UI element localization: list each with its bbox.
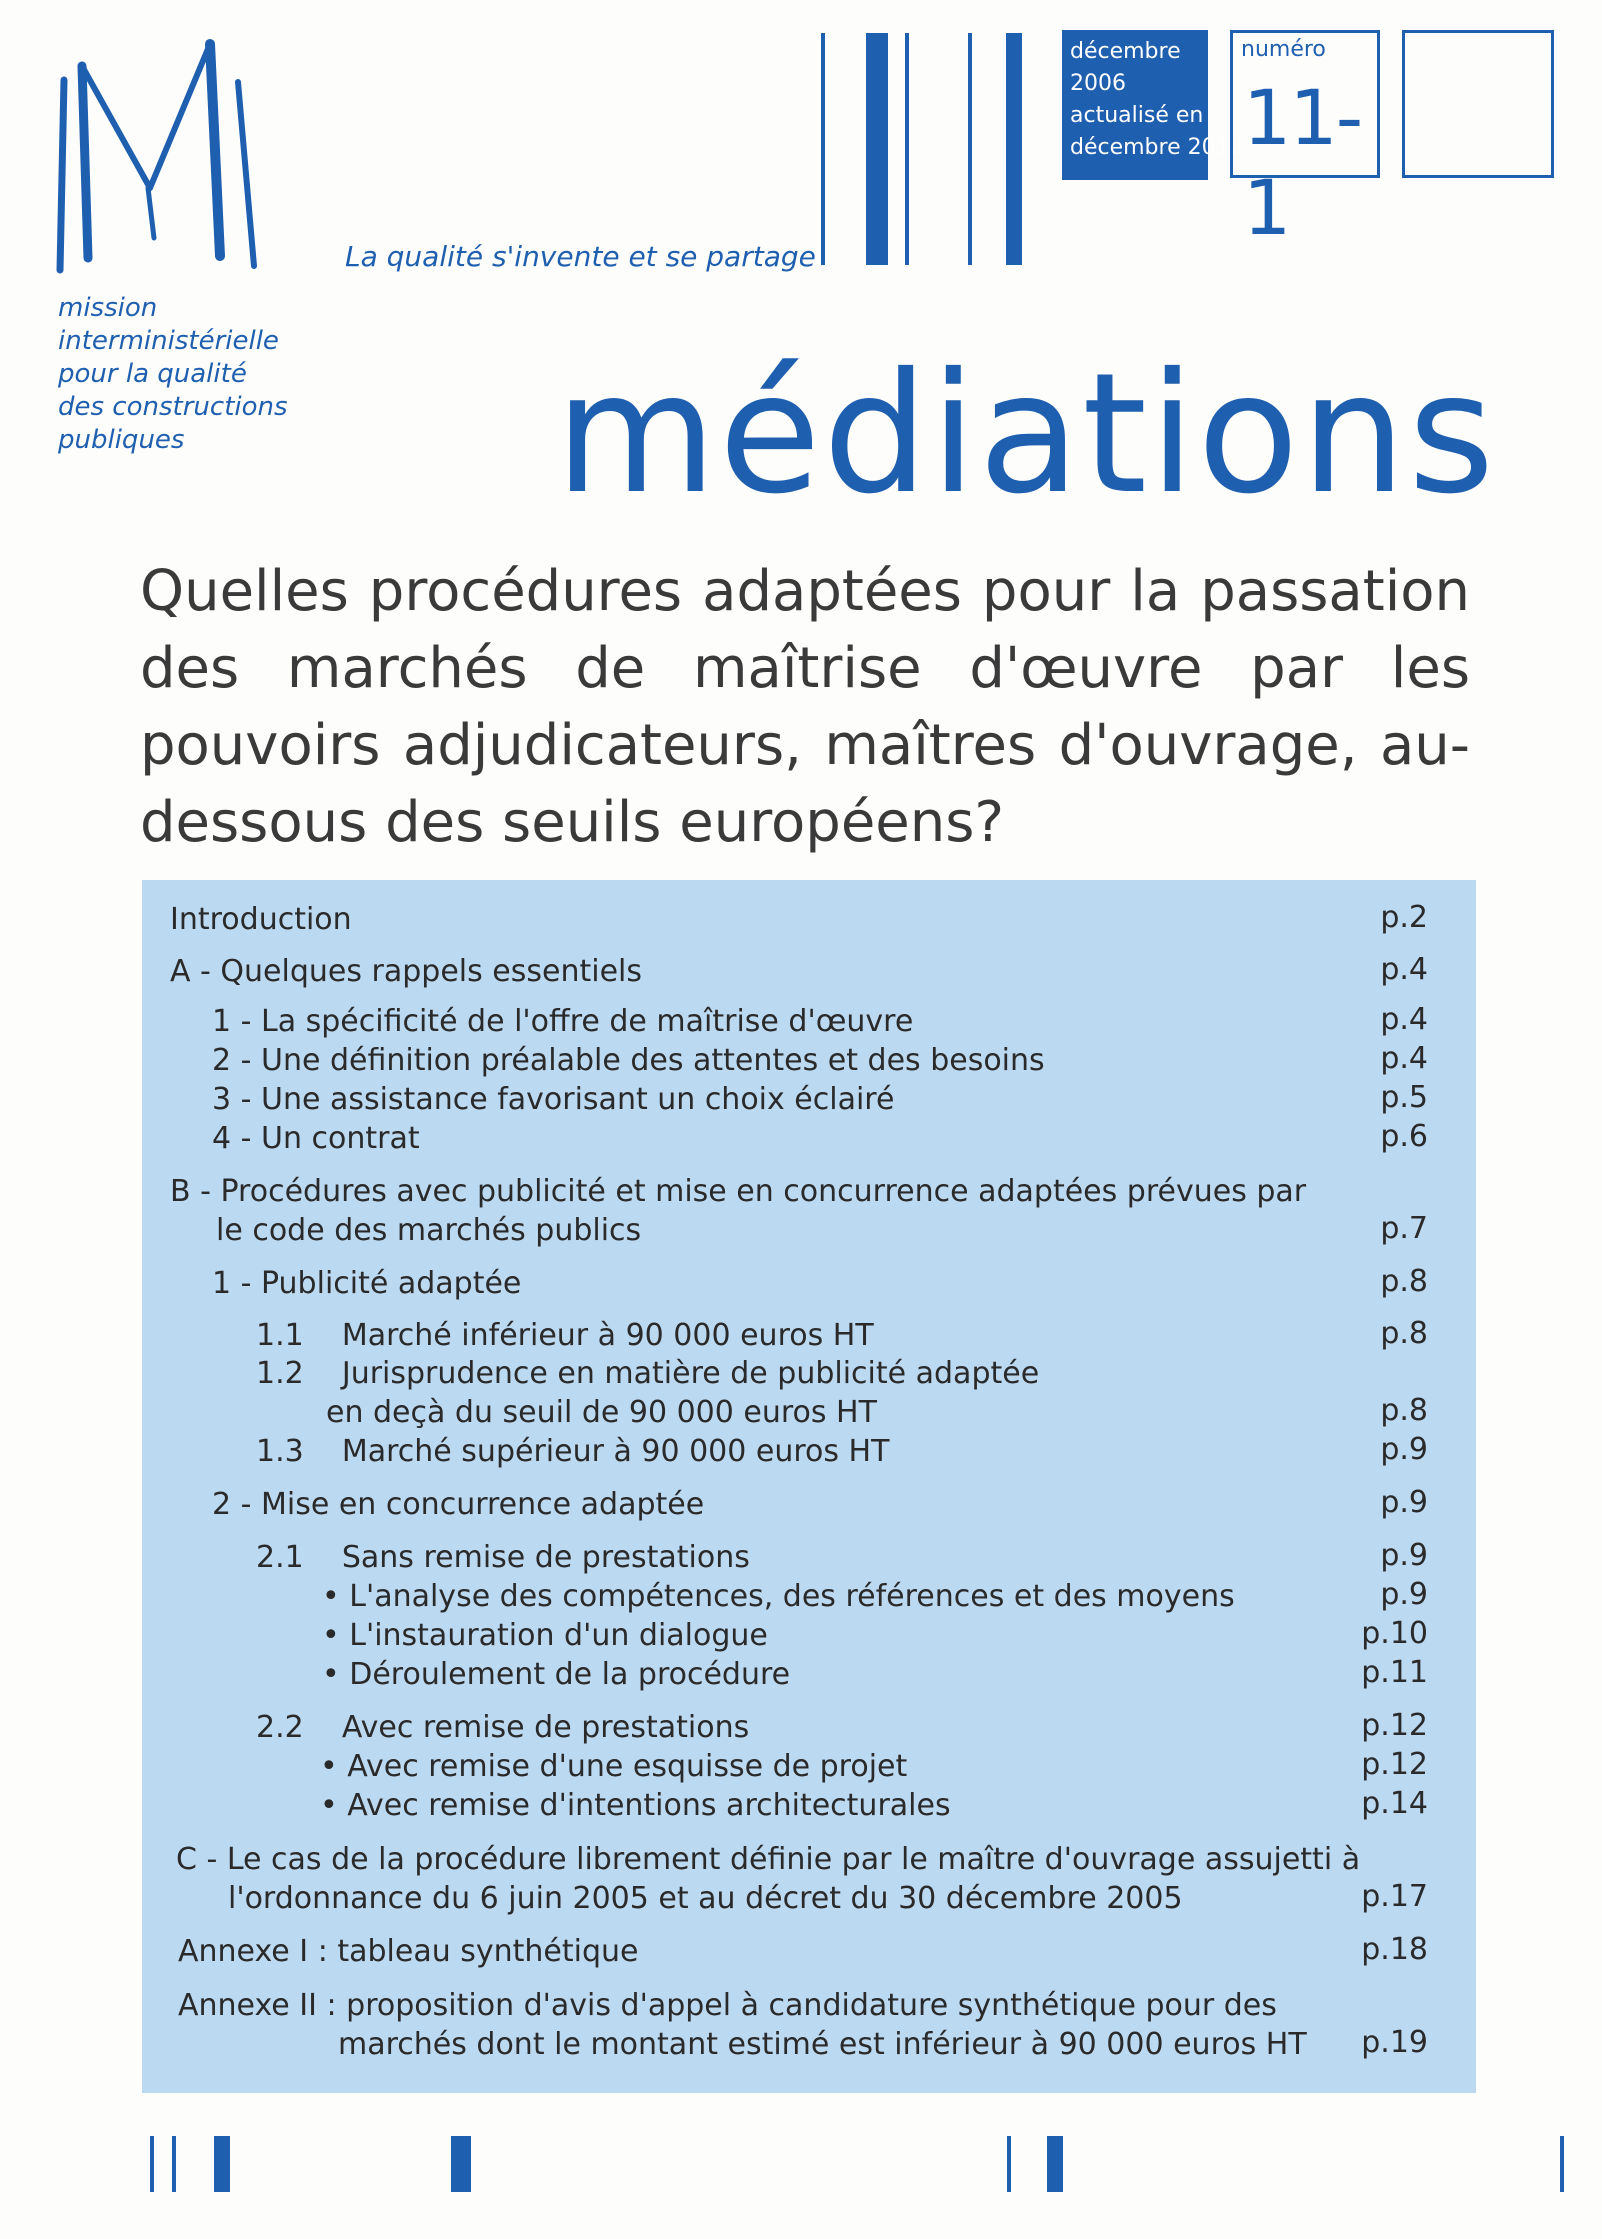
header-bar	[968, 33, 972, 265]
toc-entry-text: 3 - Une assistance favorisant un choix éclairé	[212, 1082, 895, 1117]
footer-bar	[1560, 2136, 1564, 2192]
date-box	[1062, 30, 1244, 180]
document-subtitle: Quelles procédures adaptées pour la passation des marchés de maîtrise d'œuvre par les pouvoirs adjudicateurs, maîtres d'ouvrage, au-dessous des seuils européens?	[140, 559, 1470, 855]
toc-entry-text: • L'analyse des compétences, des références et des moyens	[322, 1579, 1235, 1614]
toc-entry-page: p.4	[1380, 1041, 1428, 1076]
toc-entry-page: p.7	[1380, 1211, 1428, 1246]
toc-entry-text: • Avec remise d'une esquisse de projet	[320, 1749, 908, 1784]
issue-number-box	[1230, 30, 1380, 252]
toc-entry-text: 2 - Mise en concurrence adaptée	[212, 1487, 705, 1522]
toc-entry-page: p.18	[1361, 1932, 1428, 1967]
footer-bar	[214, 2136, 230, 2192]
toc-entry-text: 1.2 Jurisprudence en matière de publicité adaptée	[256, 1356, 1040, 1391]
toc-entry-text: B - Procédures avec publicité et mise en concurrence adaptées prévues par	[170, 1174, 1307, 1209]
toc-entry-page: p.5	[1380, 1080, 1428, 1115]
toc-entry-page: p.2	[1380, 900, 1428, 935]
toc-entry-text: 1.1 Marché inférieur à 90 000 euros HT	[256, 1318, 874, 1353]
mipc-logo-icon	[52, 38, 272, 278]
organization-name	[58, 292, 288, 457]
toc-entry-text: 1 - Publicité adaptée	[212, 1266, 522, 1301]
header-bar	[905, 33, 909, 265]
toc-entry-text: Annexe I : tableau synthétique	[178, 1934, 639, 1969]
header-bar	[1006, 33, 1022, 265]
toc-entry-text: en deçà du seuil de 90 000 euros HT	[326, 1395, 877, 1430]
table-of-contents	[142, 880, 1476, 2093]
toc-entry-page: p.19	[1361, 2025, 1428, 2060]
toc-entry-page: p.12	[1361, 1708, 1428, 1743]
toc-entry-text: 1 - La spécificité de l'offre de maîtrise d'œuvre	[212, 1004, 914, 1039]
date-line: actualisé en	[1070, 103, 1204, 128]
toc-entry-page: p.11	[1361, 1655, 1428, 1690]
date-line: décembre	[1070, 39, 1181, 64]
toc-entry-text: le code des marchés publics	[216, 1213, 642, 1248]
toc-entry-text: Introduction	[170, 902, 352, 937]
date-line: 2006	[1070, 71, 1126, 96]
toc-entry-text: • Avec remise d'intentions architecturales	[320, 1788, 951, 1823]
toc-entry-page: p.9	[1380, 1485, 1428, 1520]
organization-line: mission	[58, 293, 158, 323]
toc-entry-text: 1.3 Marché supérieur à 90 000 euros HT	[256, 1434, 890, 1469]
footer-bar	[172, 2136, 176, 2192]
footer-bar	[150, 2136, 154, 2192]
toc-entry-page: p.9	[1380, 1432, 1428, 1467]
date-line: décembre 2012	[1070, 135, 1244, 160]
toc-entry-page: p.10	[1361, 1616, 1428, 1651]
organization-line: publiques	[58, 425, 185, 455]
toc-entry-text: marchés dont le montant estimé est inférieur à 90 000 euros HT	[338, 2027, 1307, 2062]
toc-entry-page: p.4	[1380, 952, 1428, 987]
toc-entry-page: p.4	[1380, 1002, 1428, 1037]
toc-entry-text: l'ordonnance du 6 juin 2005 et au décret du 30 décembre 2005	[228, 1881, 1183, 1916]
tagline: La qualité s'invente et se partage	[345, 240, 816, 273]
footer-bar	[1047, 2136, 1063, 2192]
footer-bar	[451, 2136, 471, 2192]
toc-entry-page: p.17	[1361, 1879, 1428, 1914]
footer-bar	[1007, 2136, 1011, 2192]
organization-line: interministérielle	[58, 326, 279, 356]
header-bar	[866, 33, 888, 265]
toc-entry-page: p.8	[1380, 1316, 1428, 1351]
toc-entry-page: p.12	[1361, 1747, 1428, 1782]
toc-entry-page: p.14	[1361, 1786, 1428, 1821]
toc-entry-text: C - Le cas de la procédure librement définie par le maître d'ouvrage assujetti à	[176, 1842, 1361, 1877]
toc-entry-text: 2 - Une définition préalable des attentes et des besoins	[212, 1043, 1045, 1078]
toc-entry-text: A - Quelques rappels essentiels	[170, 954, 642, 989]
toc-entry-text: • Déroulement de la procédure	[322, 1657, 791, 1692]
toc-entry-page: p.9	[1380, 1577, 1428, 1612]
toc-entry-text: • L'instauration d'un dialogue	[322, 1618, 768, 1653]
issue-number-label: numéro	[1241, 37, 1326, 62]
toc-entry-text: 2.1 Sans remise de prestations	[256, 1540, 750, 1575]
toc-entry-text: 4 - Un contrat	[212, 1121, 420, 1156]
header-bar	[821, 33, 825, 265]
empty-box	[1402, 30, 1554, 178]
toc-entry-text: Annexe II : proposition d'avis d'appel à candidature synthétique pour des	[178, 1988, 1277, 2023]
page-title: médiations	[555, 338, 1497, 531]
organization-line: des constructions	[58, 392, 288, 422]
toc-entry-page: p.8	[1380, 1393, 1428, 1428]
toc-entry-page: p.6	[1380, 1119, 1428, 1154]
toc-entry-text: 2.2 Avec remise de prestations	[256, 1710, 750, 1745]
organization-line: pour la qualité	[58, 359, 247, 389]
toc-entry-page: p.8	[1380, 1264, 1428, 1299]
toc-entry-page: p.9	[1380, 1538, 1428, 1573]
issue-number-value: 11-1	[1243, 73, 1362, 252]
